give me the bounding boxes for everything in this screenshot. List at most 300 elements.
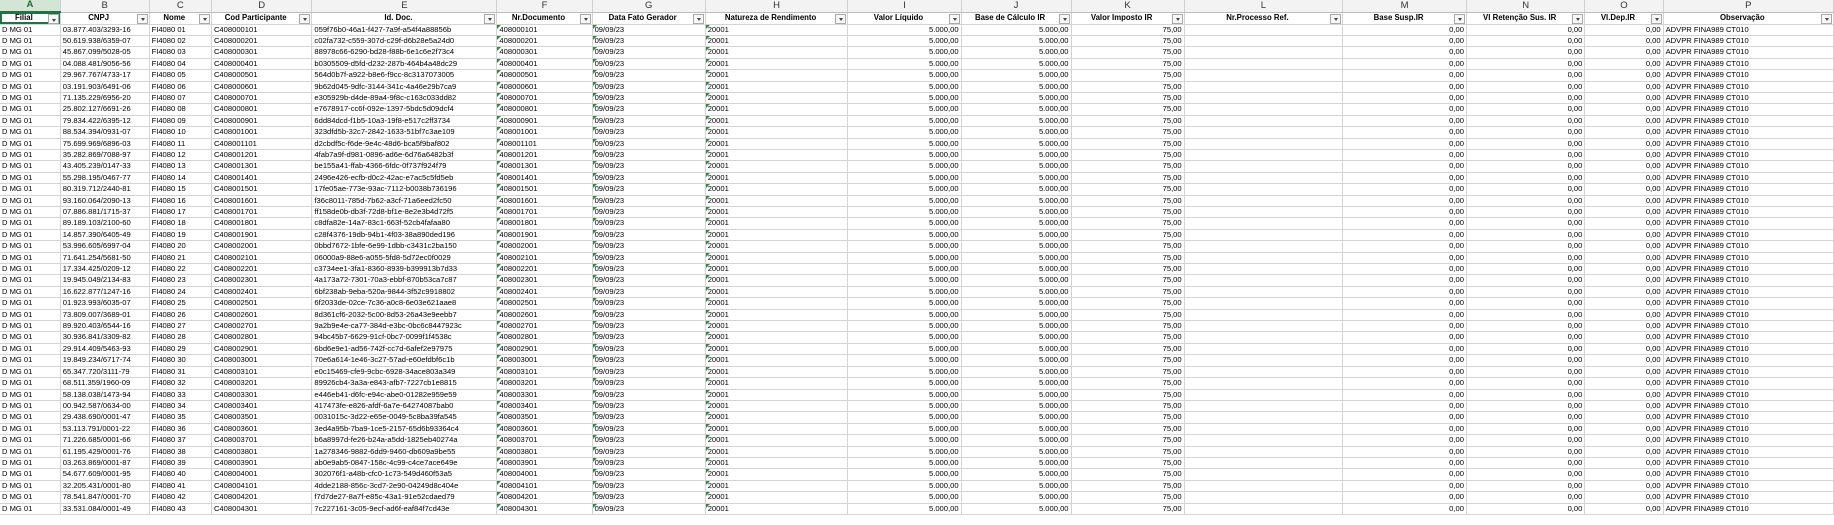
cell-l[interactable]	[1184, 309, 1343, 320]
cell-k[interactable]: 75,00	[1071, 503, 1184, 514]
cell-b[interactable]: 89.920.403/6544-16	[60, 321, 149, 332]
cell-p[interactable]: ADVPR FINA989 CT010	[1663, 35, 1833, 46]
cell-a[interactable]: D MG 01	[0, 104, 60, 115]
cell-g[interactable]: 09/09/23	[592, 207, 705, 218]
cell-c[interactable]: FI4080 10	[149, 127, 211, 138]
cell-p[interactable]: ADVPR FINA989 CT010	[1663, 47, 1833, 58]
cell-l[interactable]	[1184, 446, 1343, 457]
cell-l[interactable]	[1184, 469, 1343, 480]
cell-n[interactable]: 0,00	[1466, 275, 1584, 286]
cell-e[interactable]: 17fe05ae-773e-93ac-7112-b0038b736196	[312, 184, 497, 195]
cell-m[interactable]: 0,00	[1343, 58, 1467, 69]
cell-e[interactable]: c3734ee1-3fa1-8360-8939-b399913b7d33	[312, 264, 497, 275]
column-letter-c[interactable]: C	[149, 0, 211, 12]
cell-b[interactable]: 04.088.481/9056-56	[60, 58, 149, 69]
cell-k[interactable]: 75,00	[1071, 332, 1184, 343]
cell-p[interactable]: ADVPR FINA989 CT010	[1663, 70, 1833, 81]
cell-n[interactable]: 0,00	[1466, 480, 1584, 491]
cell-b[interactable]: 07.886.881/1715-37	[60, 207, 149, 218]
cell-j[interactable]: 5.000,00	[961, 241, 1071, 252]
cell-l[interactable]	[1184, 229, 1343, 240]
cell-a[interactable]: D MG 01	[0, 389, 60, 400]
cell-e[interactable]: e0c15469-cfe9-9cbc-6928-34ace803a349	[312, 366, 497, 377]
cell-d[interactable]: C408001001	[211, 127, 311, 138]
cell-b[interactable]: 80.319.712/2440-81	[60, 184, 149, 195]
cell-f[interactable]: 408000101	[497, 24, 592, 35]
cell-g[interactable]: 09/09/23	[592, 229, 705, 240]
cell-o[interactable]: 0,00	[1585, 332, 1663, 343]
cell-g[interactable]: 09/09/23	[592, 457, 705, 468]
cell-c[interactable]: FI4080 39	[149, 457, 211, 468]
cell-h[interactable]: 20001	[705, 309, 848, 320]
cell-f[interactable]: 408001001	[497, 127, 592, 138]
cell-c[interactable]: FI4080 20	[149, 241, 211, 252]
cell-i[interactable]: 5.000,00	[848, 435, 961, 446]
cell-e[interactable]: 6bd6e9e1-ad56-742f-cc7d-6afef2e97975	[312, 343, 497, 354]
cell-m[interactable]: 0,00	[1343, 480, 1467, 491]
cell-i[interactable]: 5.000,00	[848, 321, 961, 332]
cell-f[interactable]: 408001101	[497, 138, 592, 149]
cell-c[interactable]: FI4080 02	[149, 35, 211, 46]
cell-m[interactable]: 0,00	[1343, 503, 1467, 514]
cell-o[interactable]: 0,00	[1585, 218, 1663, 229]
header-cell-j[interactable]	[961, 12, 1071, 24]
cell-a[interactable]: D MG 01	[0, 435, 60, 446]
cell-c[interactable]: FI4080 41	[149, 480, 211, 491]
cell-c[interactable]: FI4080 19	[149, 229, 211, 240]
cell-l[interactable]	[1184, 195, 1343, 206]
cell-d[interactable]: C408003301	[211, 389, 311, 400]
cell-o[interactable]: 0,00	[1585, 366, 1663, 377]
cell-h[interactable]: 20001	[705, 378, 848, 389]
cell-k[interactable]: 75,00	[1071, 469, 1184, 480]
cell-b[interactable]: 33.531.084/0001-49	[60, 503, 149, 514]
cell-h[interactable]: 20001	[705, 435, 848, 446]
cell-o[interactable]: 0,00	[1585, 252, 1663, 263]
cell-k[interactable]: 75,00	[1071, 457, 1184, 468]
cell-l[interactable]	[1184, 264, 1343, 275]
cell-e[interactable]: c02fa732-c559-307d-c29f-d6b28e5a24d0	[312, 35, 497, 46]
cell-p[interactable]: ADVPR FINA989 CT010	[1663, 400, 1833, 411]
cell-n[interactable]: 0,00	[1466, 389, 1584, 400]
cell-a[interactable]: D MG 01	[0, 229, 60, 240]
cell-h[interactable]: 20001	[705, 138, 848, 149]
filter-dropdown-icon[interactable]	[835, 14, 846, 24]
cell-m[interactable]: 0,00	[1343, 343, 1467, 354]
cell-i[interactable]: 5.000,00	[848, 115, 961, 126]
cell-l[interactable]	[1184, 115, 1343, 126]
cell-c[interactable]: FI4080 32	[149, 378, 211, 389]
cell-k[interactable]: 75,00	[1071, 127, 1184, 138]
header-cell-d[interactable]	[211, 12, 311, 24]
cell-j[interactable]: 5.000,00	[961, 149, 1071, 160]
filter-dropdown-icon[interactable]	[199, 14, 210, 24]
cell-p[interactable]: ADVPR FINA989 CT010	[1663, 172, 1833, 183]
cell-p[interactable]: ADVPR FINA989 CT010	[1663, 207, 1833, 218]
cell-h[interactable]: 20001	[705, 92, 848, 103]
cell-o[interactable]: 0,00	[1585, 435, 1663, 446]
cell-j[interactable]: 5.000,00	[961, 229, 1071, 240]
cell-g[interactable]: 09/09/23	[592, 389, 705, 400]
cell-j[interactable]: 5.000,00	[961, 503, 1071, 514]
cell-e[interactable]: be155a41-ffab-4366-6fdc-0f737f924f79	[312, 161, 497, 172]
cell-a[interactable]: D MG 01	[0, 81, 60, 92]
filter-dropdown-icon[interactable]	[299, 14, 310, 24]
cell-j[interactable]: 5.000,00	[961, 104, 1071, 115]
cell-o[interactable]: 0,00	[1585, 92, 1663, 103]
cell-p[interactable]: ADVPR FINA989 CT010	[1663, 252, 1833, 263]
cell-a[interactable]: D MG 01	[0, 241, 60, 252]
cell-h[interactable]: 20001	[705, 104, 848, 115]
cell-l[interactable]	[1184, 24, 1343, 35]
header-cell-m[interactable]	[1343, 12, 1467, 24]
cell-h[interactable]: 20001	[705, 207, 848, 218]
cell-d[interactable]: C408001501	[211, 184, 311, 195]
cell-f[interactable]: 408002401	[497, 286, 592, 297]
cell-n[interactable]: 0,00	[1466, 435, 1584, 446]
cell-j[interactable]: 5.000,00	[961, 35, 1071, 46]
cell-h[interactable]: 20001	[705, 229, 848, 240]
cell-n[interactable]: 0,00	[1466, 47, 1584, 58]
cell-f[interactable]: 408002701	[497, 321, 592, 332]
cell-g[interactable]: 09/09/23	[592, 264, 705, 275]
cell-n[interactable]: 0,00	[1466, 24, 1584, 35]
cell-h[interactable]: 20001	[705, 298, 848, 309]
cell-e[interactable]: e7678917-cc6f-092e-1397-5bdc5d09dcf4	[312, 104, 497, 115]
cell-k[interactable]: 75,00	[1071, 286, 1184, 297]
cell-a[interactable]: D MG 01	[0, 149, 60, 160]
cell-i[interactable]: 5.000,00	[848, 457, 961, 468]
cell-h[interactable]: 20001	[705, 81, 848, 92]
cell-b[interactable]: 71.135.229/6956-20	[60, 92, 149, 103]
cell-k[interactable]: 75,00	[1071, 92, 1184, 103]
cell-b[interactable]: 71.226.685/0001-66	[60, 435, 149, 446]
cell-j[interactable]: 5.000,00	[961, 332, 1071, 343]
cell-k[interactable]: 75,00	[1071, 58, 1184, 69]
cell-i[interactable]: 5.000,00	[848, 149, 961, 160]
cell-j[interactable]: 5.000,00	[961, 207, 1071, 218]
cell-f[interactable]: 408001401	[497, 172, 592, 183]
cell-m[interactable]: 0,00	[1343, 47, 1467, 58]
cell-m[interactable]: 0,00	[1343, 92, 1467, 103]
cell-p[interactable]: ADVPR FINA989 CT010	[1663, 309, 1833, 320]
cell-k[interactable]: 75,00	[1071, 241, 1184, 252]
cell-m[interactable]: 0,00	[1343, 286, 1467, 297]
cell-j[interactable]: 5.000,00	[961, 400, 1071, 411]
cell-n[interactable]: 0,00	[1466, 92, 1584, 103]
cell-e[interactable]: 9a2b9e4e-ca77-384d-e3bc-0bc6c8447923c	[312, 321, 497, 332]
cell-a[interactable]: D MG 01	[0, 309, 60, 320]
cell-p[interactable]: ADVPR FINA989 CT010	[1663, 389, 1833, 400]
cell-o[interactable]: 0,00	[1585, 127, 1663, 138]
cell-d[interactable]: C408000601	[211, 81, 311, 92]
cell-c[interactable]: FI4080 15	[149, 184, 211, 195]
cell-p[interactable]: ADVPR FINA989 CT010	[1663, 115, 1833, 126]
cell-l[interactable]	[1184, 492, 1343, 503]
cell-i[interactable]: 5.000,00	[848, 503, 961, 514]
cell-j[interactable]: 5.000,00	[961, 184, 1071, 195]
cell-i[interactable]: 5.000,00	[848, 47, 961, 58]
cell-a[interactable]: D MG 01	[0, 207, 60, 218]
cell-l[interactable]	[1184, 58, 1343, 69]
cell-g[interactable]: 09/09/23	[592, 70, 705, 81]
cell-j[interactable]: 5.000,00	[961, 58, 1071, 69]
cell-f[interactable]: 408000901	[497, 115, 592, 126]
cell-j[interactable]: 5.000,00	[961, 275, 1071, 286]
cell-d[interactable]: C408000801	[211, 104, 311, 115]
cell-n[interactable]: 0,00	[1466, 286, 1584, 297]
cell-n[interactable]: 0,00	[1466, 149, 1584, 160]
cell-j[interactable]: 5.000,00	[961, 298, 1071, 309]
header-cell-o[interactable]	[1585, 12, 1663, 24]
cell-p[interactable]: ADVPR FINA989 CT010	[1663, 218, 1833, 229]
cell-h[interactable]: 20001	[705, 400, 848, 411]
cell-p[interactable]: ADVPR FINA989 CT010	[1663, 58, 1833, 69]
cell-e[interactable]: 9b62d045-9dfc-3144-341c-4a46e29b7ca9	[312, 81, 497, 92]
cell-d[interactable]: C408001601	[211, 195, 311, 206]
cell-c[interactable]: FI4080 09	[149, 115, 211, 126]
header-cell-b[interactable]	[60, 12, 149, 24]
column-letter-g[interactable]: G	[592, 0, 705, 12]
cell-e[interactable]: b0305509-d5fd-d232-287b-464b4a48dc29	[312, 58, 497, 69]
cell-o[interactable]: 0,00	[1585, 81, 1663, 92]
cell-c[interactable]: FI4080 22	[149, 264, 211, 275]
cell-m[interactable]: 0,00	[1343, 149, 1467, 160]
cell-c[interactable]: FI4080 11	[149, 138, 211, 149]
cell-m[interactable]: 0,00	[1343, 35, 1467, 46]
cell-l[interactable]	[1184, 47, 1343, 58]
cell-p[interactable]: ADVPR FINA989 CT010	[1663, 24, 1833, 35]
cell-l[interactable]	[1184, 400, 1343, 411]
cell-m[interactable]: 0,00	[1343, 309, 1467, 320]
cell-c[interactable]: FI4080 01	[149, 24, 211, 35]
cell-l[interactable]	[1184, 275, 1343, 286]
column-letter-b[interactable]: B	[60, 0, 149, 12]
cell-e[interactable]: e446eb41-d6fc-e94c-abe0-01282e959e59	[312, 389, 497, 400]
cell-g[interactable]: 09/09/23	[592, 172, 705, 183]
cell-h[interactable]: 20001	[705, 264, 848, 275]
cell-e[interactable]: 94bc45b7-6629-91cf-0bc7-0099f1f4538c	[312, 332, 497, 343]
cell-d[interactable]: C408001401	[211, 172, 311, 183]
cell-h[interactable]: 20001	[705, 115, 848, 126]
cell-d[interactable]: C408004101	[211, 480, 311, 491]
cell-o[interactable]: 0,00	[1585, 423, 1663, 434]
column-letter-o[interactable]: O	[1585, 0, 1663, 12]
cell-g[interactable]: 09/09/23	[592, 286, 705, 297]
cell-f[interactable]: 408002001	[497, 241, 592, 252]
cell-p[interactable]: ADVPR FINA989 CT010	[1663, 457, 1833, 468]
filter-dropdown-icon[interactable]	[1572, 14, 1583, 24]
cell-p[interactable]: ADVPR FINA989 CT010	[1663, 184, 1833, 195]
cell-o[interactable]: 0,00	[1585, 229, 1663, 240]
cell-g[interactable]: 09/09/23	[592, 412, 705, 423]
cell-p[interactable]: ADVPR FINA989 CT010	[1663, 332, 1833, 343]
cell-d[interactable]: C408002801	[211, 332, 311, 343]
cell-i[interactable]: 5.000,00	[848, 172, 961, 183]
filter-dropdown-icon[interactable]	[1059, 14, 1070, 24]
cell-m[interactable]: 0,00	[1343, 241, 1467, 252]
cell-l[interactable]	[1184, 218, 1343, 229]
cell-i[interactable]: 5.000,00	[848, 218, 961, 229]
cell-m[interactable]: 0,00	[1343, 457, 1467, 468]
cell-e[interactable]: 1a278346-9882-6dd9-9460-db609a9be55	[312, 446, 497, 457]
cell-c[interactable]: FI4080 35	[149, 412, 211, 423]
cell-o[interactable]: 0,00	[1585, 241, 1663, 252]
cell-k[interactable]: 75,00	[1071, 104, 1184, 115]
cell-a[interactable]: D MG 01	[0, 469, 60, 480]
cell-f[interactable]: 408003401	[497, 400, 592, 411]
cell-l[interactable]	[1184, 332, 1343, 343]
cell-g[interactable]: 09/09/23	[592, 35, 705, 46]
cell-i[interactable]: 5.000,00	[848, 264, 961, 275]
cell-f[interactable]: 408001901	[497, 229, 592, 240]
cell-p[interactable]: ADVPR FINA989 CT010	[1663, 412, 1833, 423]
cell-a[interactable]: D MG 01	[0, 457, 60, 468]
cell-h[interactable]: 20001	[705, 446, 848, 457]
cell-f[interactable]: 408000601	[497, 81, 592, 92]
cell-i[interactable]: 5.000,00	[848, 138, 961, 149]
cell-d[interactable]: C408000301	[211, 47, 311, 58]
cell-n[interactable]: 0,00	[1466, 207, 1584, 218]
cell-g[interactable]: 09/09/23	[592, 480, 705, 491]
cell-i[interactable]: 5.000,00	[848, 58, 961, 69]
cell-f[interactable]: 408004201	[497, 492, 592, 503]
cell-k[interactable]: 75,00	[1071, 195, 1184, 206]
cell-o[interactable]: 0,00	[1585, 480, 1663, 491]
cell-i[interactable]: 5.000,00	[848, 343, 961, 354]
cell-c[interactable]: FI4080 07	[149, 92, 211, 103]
cell-k[interactable]: 75,00	[1071, 161, 1184, 172]
cell-b[interactable]: 32.205.431/0001-80	[60, 480, 149, 491]
cell-j[interactable]: 5.000,00	[961, 366, 1071, 377]
filter-dropdown-icon[interactable]	[1651, 14, 1662, 24]
cell-c[interactable]: FI4080 23	[149, 275, 211, 286]
cell-p[interactable]: ADVPR FINA989 CT010	[1663, 275, 1833, 286]
cell-j[interactable]: 5.000,00	[961, 446, 1071, 457]
cell-p[interactable]: ADVPR FINA989 CT010	[1663, 104, 1833, 115]
cell-f[interactable]: 408003201	[497, 378, 592, 389]
cell-k[interactable]: 75,00	[1071, 321, 1184, 332]
cell-f[interactable]: 408000401	[497, 58, 592, 69]
column-letter-a[interactable]: A	[0, 0, 60, 12]
cell-c[interactable]: FI4080 04	[149, 58, 211, 69]
cell-j[interactable]: 5.000,00	[961, 343, 1071, 354]
cell-n[interactable]: 0,00	[1466, 252, 1584, 263]
cell-j[interactable]: 5.000,00	[961, 412, 1071, 423]
filter-dropdown-icon[interactable]	[137, 14, 148, 24]
cell-b[interactable]: 03.191.903/6491-06	[60, 81, 149, 92]
cell-h[interactable]: 20001	[705, 469, 848, 480]
cell-k[interactable]: 75,00	[1071, 400, 1184, 411]
cell-l[interactable]	[1184, 378, 1343, 389]
cell-n[interactable]: 0,00	[1466, 492, 1584, 503]
cell-p[interactable]: ADVPR FINA989 CT010	[1663, 446, 1833, 457]
cell-k[interactable]: 75,00	[1071, 366, 1184, 377]
cell-e[interactable]: 6f2033de-02ce-7c36-a0c8-6e03e621aae8	[312, 298, 497, 309]
cell-c[interactable]: FI4080 24	[149, 286, 211, 297]
cell-c[interactable]: FI4080 30	[149, 355, 211, 366]
cell-b[interactable]: 00.942.587/0634-00	[60, 400, 149, 411]
cell-f[interactable]: 408000701	[497, 92, 592, 103]
cell-f[interactable]: 408001801	[497, 218, 592, 229]
cell-k[interactable]: 75,00	[1071, 435, 1184, 446]
cell-d[interactable]: C408001701	[211, 207, 311, 218]
cell-k[interactable]: 75,00	[1071, 378, 1184, 389]
cell-l[interactable]	[1184, 252, 1343, 263]
cell-i[interactable]: 5.000,00	[848, 127, 961, 138]
cell-a[interactable]: D MG 01	[0, 446, 60, 457]
cell-e[interactable]: 323dfd5b-32c7-2842-1633-51bf7c3ae109	[312, 127, 497, 138]
cell-c[interactable]: FI4080 21	[149, 252, 211, 263]
cell-p[interactable]: ADVPR FINA989 CT010	[1663, 149, 1833, 160]
cell-a[interactable]: D MG 01	[0, 218, 60, 229]
cell-b[interactable]: 79.834.422/6395-12	[60, 115, 149, 126]
cell-p[interactable]: ADVPR FINA989 CT010	[1663, 366, 1833, 377]
cell-d[interactable]: C408000701	[211, 92, 311, 103]
cell-h[interactable]: 20001	[705, 184, 848, 195]
cell-g[interactable]: 09/09/23	[592, 423, 705, 434]
cell-b[interactable]: 68.511.359/1960-09	[60, 378, 149, 389]
cell-f[interactable]: 408003501	[497, 412, 592, 423]
column-letter-m[interactable]: M	[1343, 0, 1467, 12]
cell-m[interactable]: 0,00	[1343, 321, 1467, 332]
cell-n[interactable]: 0,00	[1466, 241, 1584, 252]
cell-g[interactable]: 09/09/23	[592, 469, 705, 480]
cell-o[interactable]: 0,00	[1585, 172, 1663, 183]
cell-c[interactable]: FI4080 25	[149, 298, 211, 309]
cell-m[interactable]: 0,00	[1343, 24, 1467, 35]
cell-e[interactable]: 2496e426-ecfb-d0c2-42ac-e7ac5c5fd5eb	[312, 172, 497, 183]
header-cell-g[interactable]	[592, 12, 705, 24]
cell-j[interactable]: 5.000,00	[961, 47, 1071, 58]
cell-h[interactable]: 20001	[705, 47, 848, 58]
cell-k[interactable]: 75,00	[1071, 24, 1184, 35]
cell-g[interactable]: 09/09/23	[592, 24, 705, 35]
cell-j[interactable]: 5.000,00	[961, 423, 1071, 434]
cell-b[interactable]: 53.996.605/6997-04	[60, 241, 149, 252]
cell-e[interactable]: 417473fe-e826-afdf-6a7e-64274087bab0	[312, 400, 497, 411]
cell-o[interactable]: 0,00	[1585, 70, 1663, 81]
cell-f[interactable]: 408001601	[497, 195, 592, 206]
cell-c[interactable]: FI4080 13	[149, 161, 211, 172]
cell-k[interactable]: 75,00	[1071, 172, 1184, 183]
cell-p[interactable]: ADVPR FINA989 CT010	[1663, 138, 1833, 149]
cell-c[interactable]: FI4080 18	[149, 218, 211, 229]
cell-f[interactable]: 408002501	[497, 298, 592, 309]
cell-k[interactable]: 75,00	[1071, 309, 1184, 320]
cell-o[interactable]: 0,00	[1585, 400, 1663, 411]
cell-g[interactable]: 09/09/23	[592, 252, 705, 263]
header-cell-k[interactable]	[1071, 12, 1184, 24]
cell-j[interactable]: 5.000,00	[961, 195, 1071, 206]
cell-d[interactable]: C408002401	[211, 286, 311, 297]
cell-p[interactable]: ADVPR FINA989 CT010	[1663, 423, 1833, 434]
cell-j[interactable]: 5.000,00	[961, 218, 1071, 229]
cell-k[interactable]: 75,00	[1071, 389, 1184, 400]
cell-p[interactable]: ADVPR FINA989 CT010	[1663, 241, 1833, 252]
cell-p[interactable]: ADVPR FINA989 CT010	[1663, 81, 1833, 92]
cell-l[interactable]	[1184, 298, 1343, 309]
cell-n[interactable]: 0,00	[1466, 423, 1584, 434]
cell-m[interactable]: 0,00	[1343, 412, 1467, 423]
cell-n[interactable]: 0,00	[1466, 229, 1584, 240]
cell-l[interactable]	[1184, 70, 1343, 81]
cell-e[interactable]: 6bf238ab-9eba-520a-9844-3f52c9918802	[312, 286, 497, 297]
cell-o[interactable]: 0,00	[1585, 378, 1663, 389]
cell-i[interactable]: 5.000,00	[848, 104, 961, 115]
cell-i[interactable]: 5.000,00	[848, 35, 961, 46]
cell-g[interactable]: 09/09/23	[592, 184, 705, 195]
